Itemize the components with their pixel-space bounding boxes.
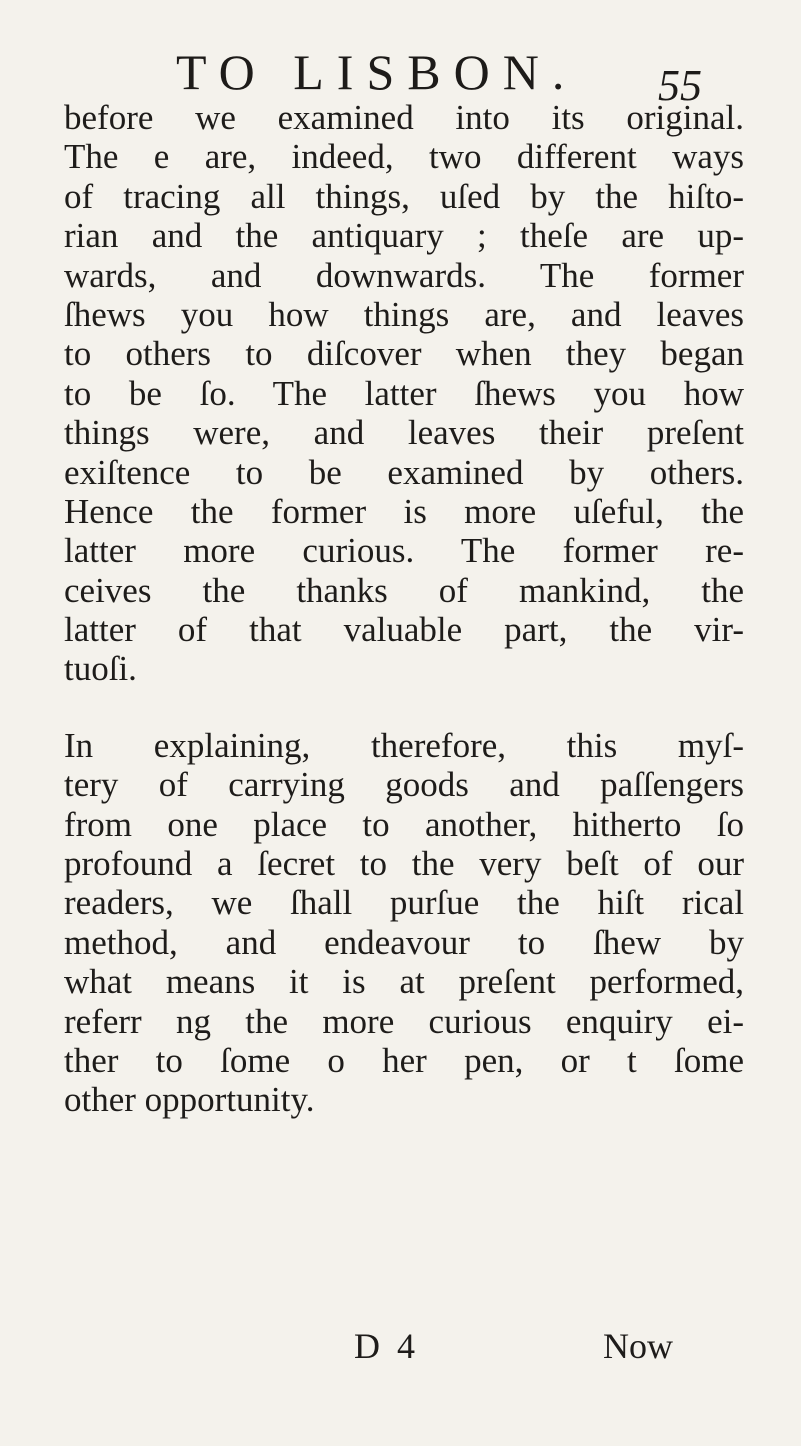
text-line: other opportunity.	[64, 1080, 315, 1120]
text-line: what means it is at preſent performed,	[64, 962, 744, 1002]
paragraph-1	[64, 98, 744, 689]
text-line: readers, we ſhall purſue the hiſt rical	[64, 883, 744, 923]
running-title: TO LISBON.	[176, 44, 578, 100]
text-line: The e are, indeed, two different ways	[64, 137, 744, 177]
page-footer	[0, 1324, 801, 1368]
text-line: Hence the former is more uſeful, the	[64, 491, 744, 531]
paragraph-2	[64, 726, 744, 1120]
text-line: ceives the thanks of mankind, the	[64, 570, 744, 610]
text-line: to others to diſcover when they began	[64, 334, 744, 374]
paragraph-gap	[64, 689, 744, 726]
text-line: referr ng the more curious enquiry ei-	[64, 1001, 744, 1041]
text-line: ther to ſome o her pen, or t ſome	[64, 1040, 744, 1080]
text-line: tery of carrying goods and paſſengers	[64, 765, 744, 805]
text-line: from one place to another, hitherto ſo	[64, 804, 744, 844]
text-line: things were, and leaves their preſent	[64, 413, 744, 453]
text-line: profound a ſecret to the very beſt of our	[64, 844, 744, 884]
body-text	[64, 98, 744, 1120]
page-number: 55	[658, 61, 702, 110]
text-line: In explaining, therefore, this myſ-	[64, 725, 744, 765]
text-line: latter of that valuable part, the vir-	[64, 610, 744, 650]
text-line: before we examined into its original.	[64, 98, 744, 137]
text-line: tuoſi.	[64, 649, 137, 689]
text-line: to be ſo. The latter ſhews you how	[64, 373, 744, 413]
text-line: of tracing all things, uſed by the hiſto-	[64, 176, 744, 216]
text-line: latter more curious. The former re-	[64, 531, 744, 571]
signature-mark: D 4	[354, 1326, 419, 1366]
text-line: ſhews you how things are, and leaves	[64, 294, 744, 334]
page-header	[0, 42, 801, 110]
text-line: method, and endeavour to ſhew by	[64, 922, 744, 962]
text-line: wards, and downwards. The former	[64, 255, 744, 295]
catchword: Now	[603, 1326, 673, 1366]
text-line: exiſtence to be examined by others.	[64, 452, 744, 492]
text-line: rian and the antiquary ; theſe are up-	[64, 216, 744, 256]
